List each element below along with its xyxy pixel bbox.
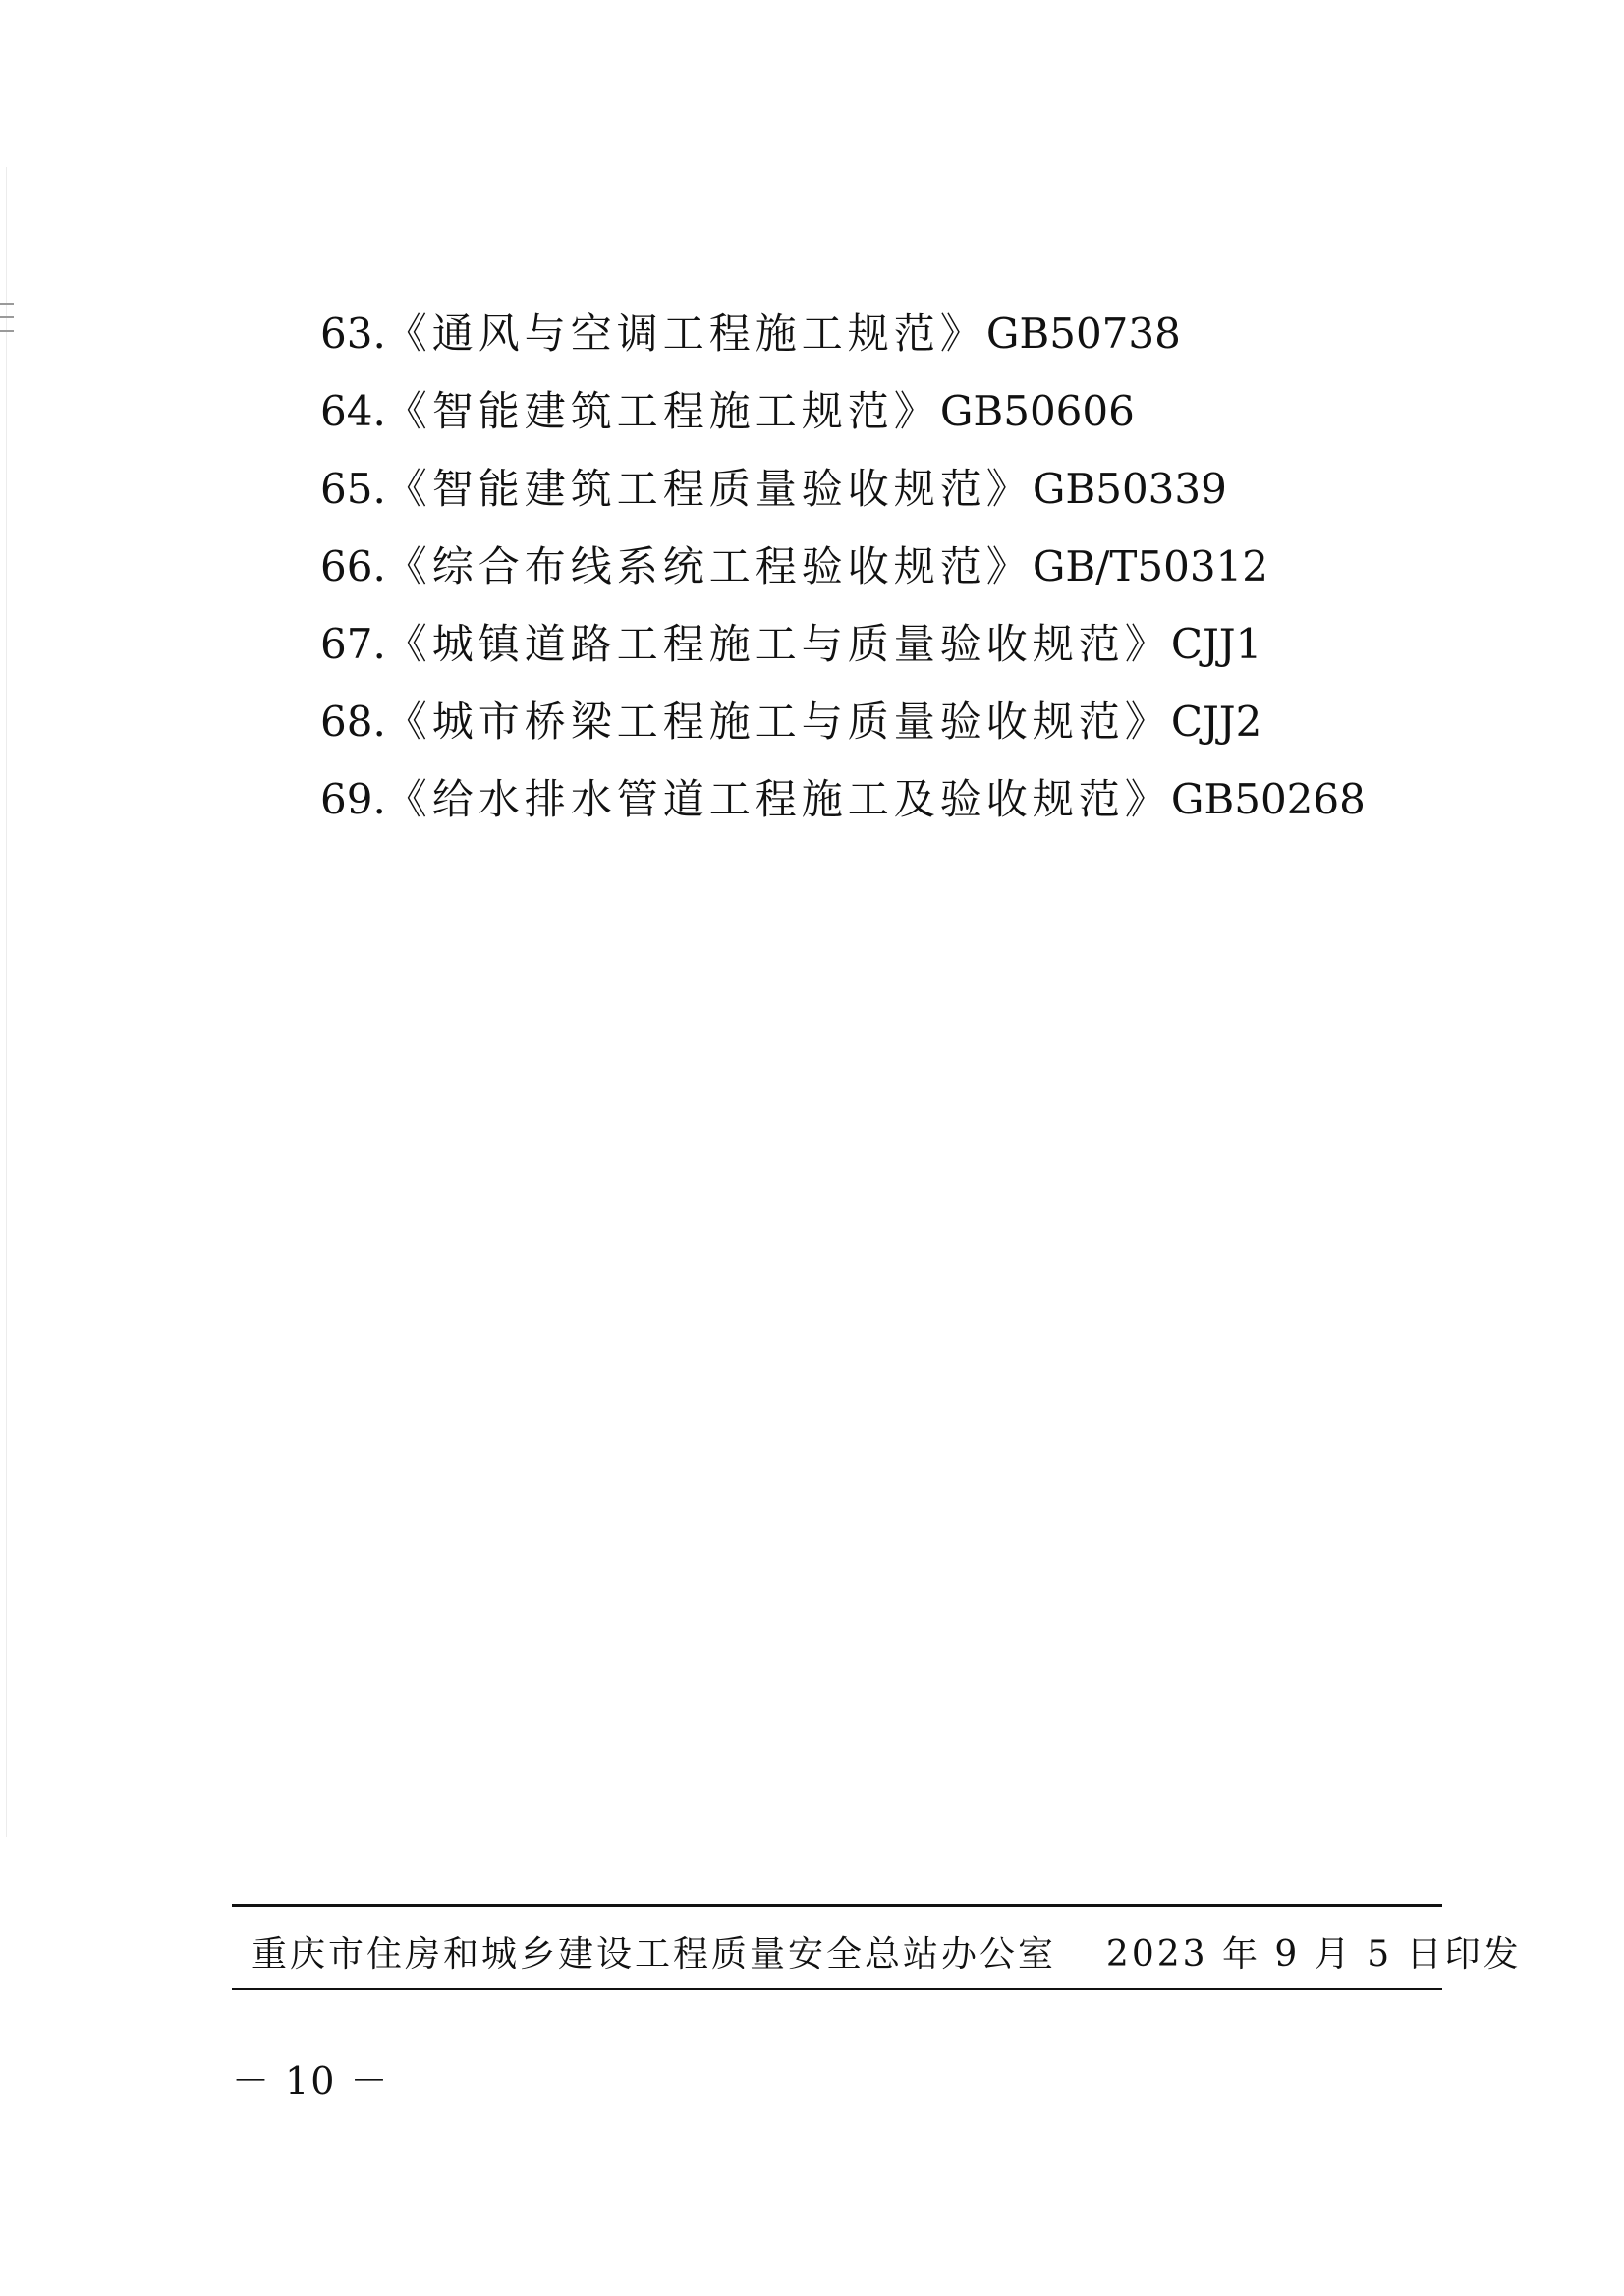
list-item [320, 450, 1366, 528]
item-code: GB50268 [1170, 775, 1366, 823]
list-item [320, 528, 1366, 605]
item-code: CJJ1 [1170, 620, 1262, 668]
item-code: GB/T50312 [1032, 542, 1268, 590]
item-number: 66. [320, 542, 386, 590]
item-code: GB50339 [1032, 465, 1227, 513]
list-item [320, 605, 1366, 683]
scan-edge-mark [0, 316, 14, 318]
list-item [320, 760, 1366, 838]
item-title: 《智能建筑工程施工规范》 [385, 387, 940, 435]
item-title: 《通风与空调工程施工规范》 [385, 309, 986, 358]
item-code: GB50738 [985, 309, 1181, 358]
footer-rule-bottom [232, 1988, 1442, 1990]
scan-edge-line [6, 167, 7, 1837]
item-number: 63. [320, 309, 386, 358]
list-item [320, 372, 1366, 450]
item-title: 《给水排水管道工程施工及验收规范》 [385, 775, 1171, 823]
page-number: － 10 － [232, 2059, 390, 2102]
item-title: 《城镇道路工程施工与质量验收规范》 [385, 620, 1171, 668]
item-title: 《综合布线系统工程验收规范》 [385, 542, 1033, 590]
item-number: 68. [320, 698, 386, 746]
issue-date: 2023 年 9 月 5 日印发 [1105, 1934, 1522, 1975]
item-number: 69. [320, 775, 386, 823]
scan-edge-mark [0, 303, 14, 305]
item-number: 65. [320, 465, 386, 513]
issuer-name: 重庆市住房和城乡建设工程质量安全总站办公室 [252, 1934, 1057, 1975]
list-item [320, 683, 1366, 760]
footer-rule-top [232, 1904, 1442, 1907]
item-code: CJJ2 [1170, 698, 1262, 746]
scan-edge-mark [0, 330, 14, 332]
item-number: 67. [320, 620, 386, 668]
issuer-line [252, 1926, 1522, 1985]
standards-list [320, 295, 1366, 838]
item-title: 《城市桥梁工程施工与质量验收规范》 [385, 698, 1171, 746]
list-item [320, 295, 1366, 372]
item-code: GB50606 [939, 387, 1135, 435]
item-title: 《智能建筑工程质量验收规范》 [385, 465, 1033, 513]
item-number: 64. [320, 387, 386, 435]
